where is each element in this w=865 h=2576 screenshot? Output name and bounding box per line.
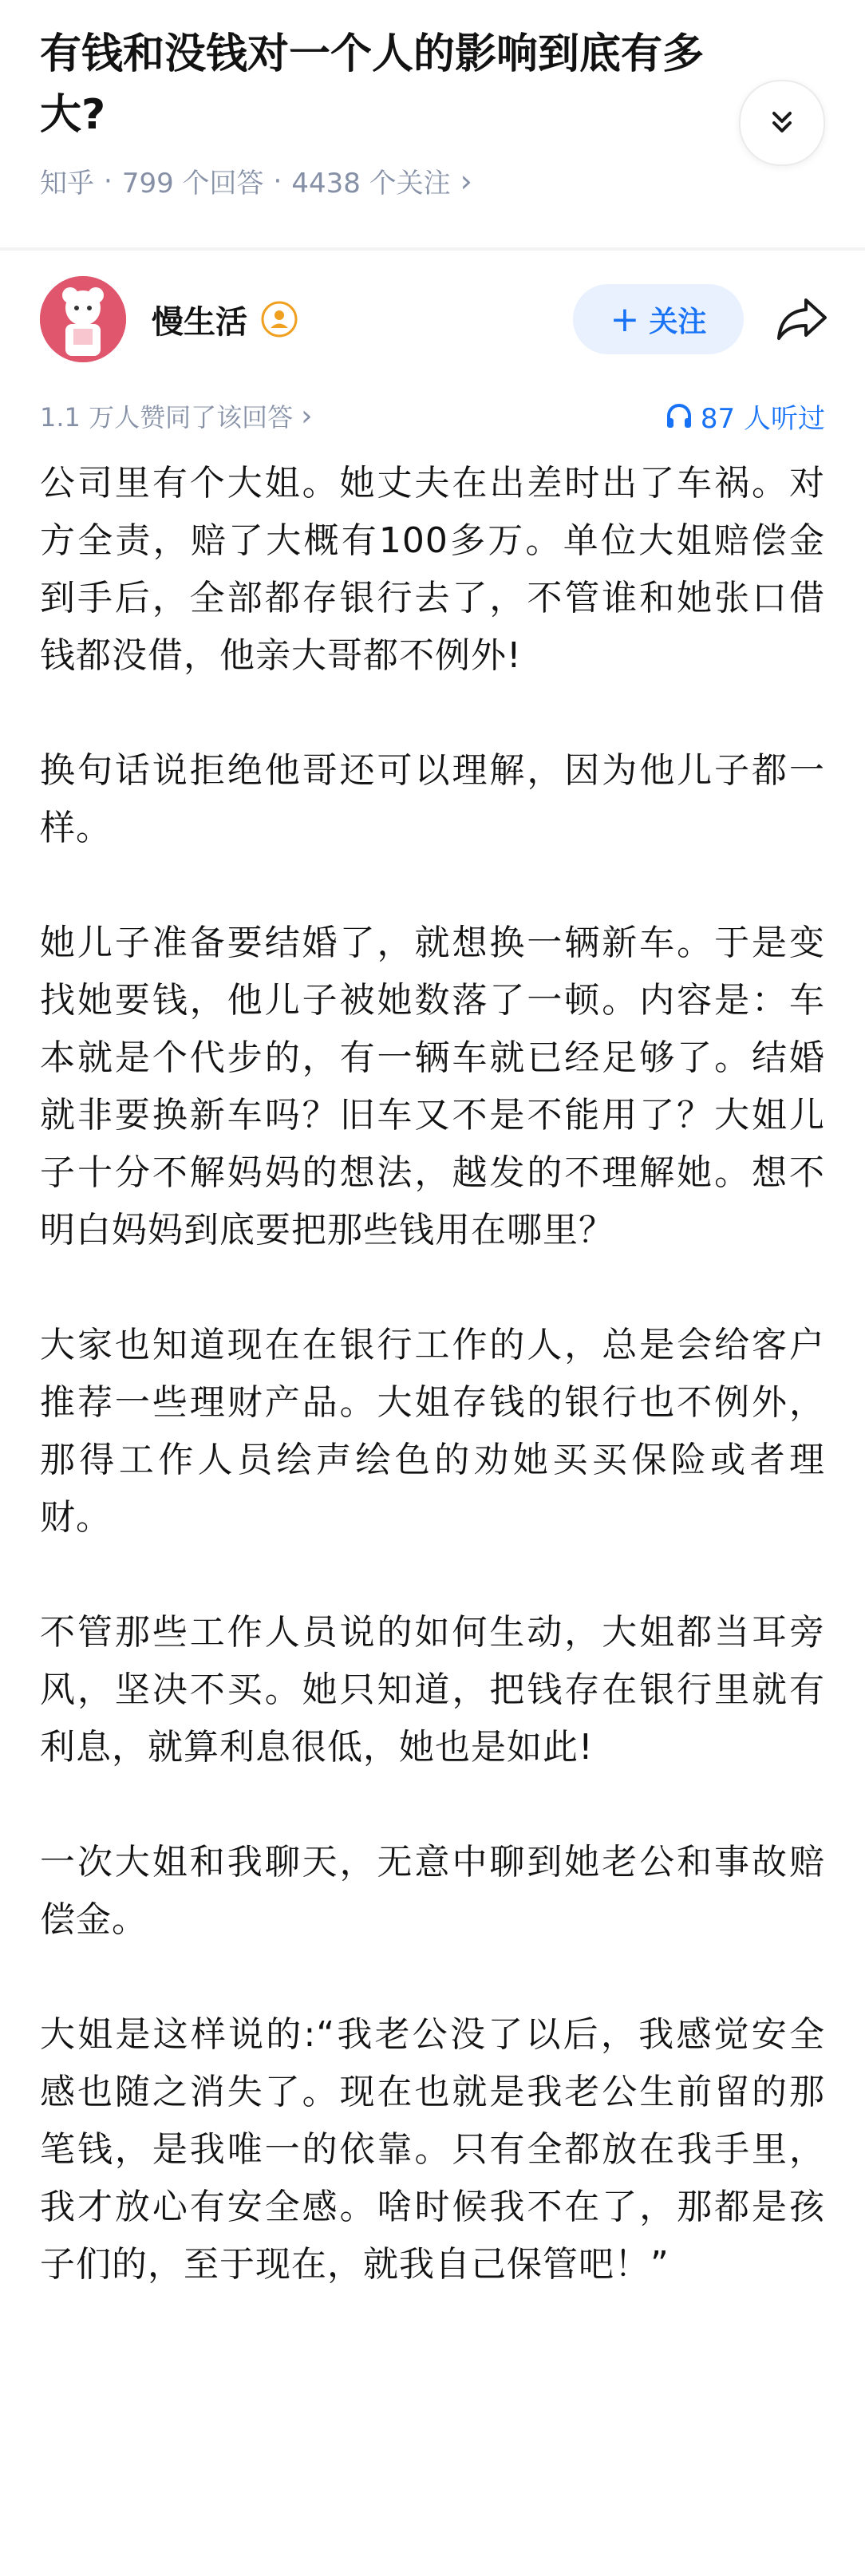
avatar-illustration [40,276,126,362]
question-title[interactable]: 有钱和没钱对一个人的影响到底有多大? [40,30,705,139]
likes-summary[interactable] [40,397,312,434]
follow-label: 关注 [649,305,707,338]
collapse-button[interactable] [739,80,825,166]
avatar[interactable] [40,276,126,362]
answer-paragraph: 她儿子准备要结婚了，就想换一辆新车。于是变找她要钱，他儿子被她数落了一顿。内容是：车本就是个代步的，有一辆车就已经足够了。结婚就非要换新车吗？旧车又不是不能用了？大姐儿子十分不解妈妈的想法，越发的不理解她。想不明白妈妈到底要把那些钱用在哪里？ [40,923,825,1250]
answer-paragraph: 大姐是这样说的:“我老公没了以后，我感觉安全感也随之消失了。现在也就是我老公生前留的那笔钱，是我唯一的依靠。只有全都放在我手里，我才放心有安全感。啥时候我不在了，那都是孩子们的，至于现在，就我自己保管吧！” [40,2014,825,2285]
meta-separator: · [273,164,282,197]
author-row [0,251,865,388]
share-icon [774,295,830,343]
listen-count: 87 人听过 [700,402,825,435]
answer-paragraph: 换句话说拒绝他哥还可以理解，因为他儿子都一样。 [40,750,825,848]
answer-body [0,444,865,2294]
answer-paragraph: 公司里有个大姐。她丈夫在出差时出了车祸。对方全责，赔了大概有100多万。单位大姐赔偿金到手后，全部都存银行去了，不管谁和她张口借钱都没借，他亲大哥都不例外! [40,463,825,676]
chevron-right-icon: › [460,163,472,199]
question-header [0,0,865,223]
source-label: 知乎 [40,168,94,200]
user-badge-icon [260,300,298,338]
share-button[interactable] [774,294,830,345]
answer-paragraph: 大家也知道现在在银行工作的人，总是会给客户推荐一些理财产品。大姐存钱的银行也不例外，那得工作人员绘声绘色的劝她买买保险或者理财。 [40,1325,825,1538]
author-name[interactable]: 慢生活 [152,303,247,341]
plus-icon: + [610,298,640,340]
chevron-right-icon: › [301,399,313,433]
answer-paragraph: 一次大姐和我聊天，无意中聊到她老公和事故赔偿金。 [40,1842,825,1940]
follow-button[interactable] [573,284,744,354]
listen-button[interactable] [666,397,825,436]
headphones-icon [666,402,693,429]
answer-paragraph: 不管那些工作人员说的如何生动，大姐都当耳旁风，坚决不买。她只知道，把钱存在银行里就有利息，就算利息很低，她也是如此! [40,1612,825,1768]
meta-separator: · [104,164,113,197]
answer-count: 799 个回答 [121,168,264,200]
question-meta[interactable] [40,161,825,200]
follower-count: 4438 个关注 [291,168,451,200]
likes-text: 1.1 万人赞同了该回答 [40,402,294,433]
stats-row [0,388,865,444]
chevron-double-down-icon [766,107,798,139]
